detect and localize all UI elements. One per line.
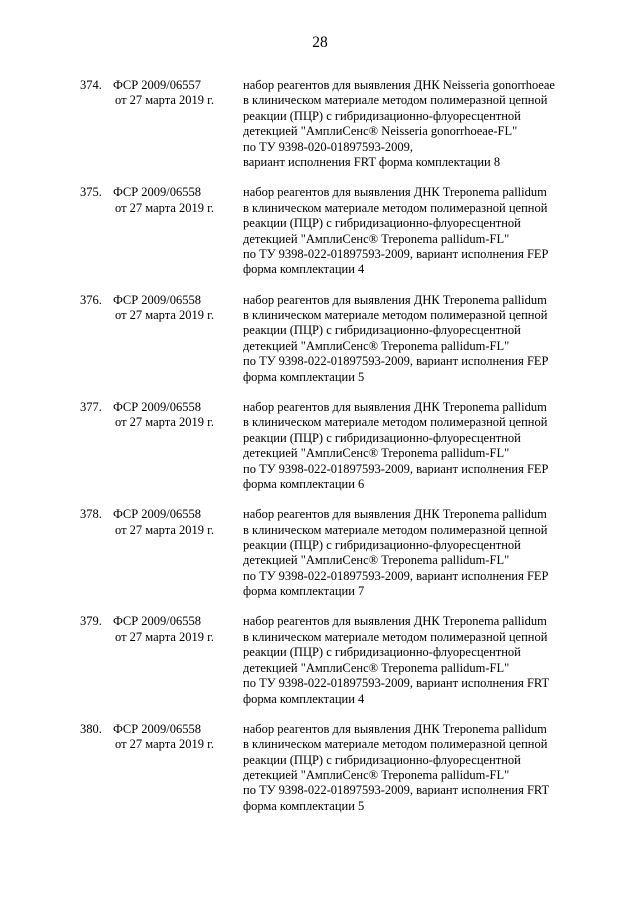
entry-desc-line: по ТУ 9398-022-01897593-2009, вариант исполнения FEP <box>243 246 549 261</box>
entry-desc-line: форма комплектации 5 <box>243 369 365 384</box>
entry-desc-line: по ТУ 9398-022-01897593-2009, вариант исполнения FEP <box>243 354 549 369</box>
entry-desc-line: набор реагентов для выявления ДНК Treponema pallidum <box>243 721 547 736</box>
entry-description <box>243 78 583 170</box>
entry-doc-date: от 27 марта 2019 г. <box>115 415 215 430</box>
entry-desc-line: детекцией "АмплиСенс® Treponema pallidum-FL" <box>243 660 510 675</box>
entry-desc-line: реакции (ПЦР) с гибридизационно-флуоресцентной <box>243 216 521 231</box>
entry-desc-line: в клиническом материале методом полимеразной цепной <box>243 93 548 108</box>
entry-desc-line: вариант исполнения FRT форма комплектации 8 <box>243 155 501 170</box>
entry-desc-line: детекцией "АмплиСенс® Neisseria gonorrhoeae-FL" <box>243 124 518 139</box>
entry-description <box>243 293 583 385</box>
entry-doc-date: от 27 марта 2019 г. <box>115 93 215 108</box>
entry-doc-id: ФСР 2009/06558 <box>113 185 202 200</box>
entry-desc-line: реакции (ПЦР) с гибридизационно-флуоресцентной <box>243 645 521 660</box>
entry-number: 377. <box>80 399 102 414</box>
entry-doc-id: ФСР 2009/06558 <box>113 507 202 522</box>
entry-description <box>243 400 583 492</box>
entry-doc-date: от 27 марта 2019 г. <box>115 522 215 537</box>
entry-doc-id: ФСР 2009/06558 <box>113 399 202 414</box>
entry-desc-line: в клиническом материале методом полимеразной цепной <box>243 200 548 215</box>
entry-doc-date: от 27 марта 2019 г. <box>115 629 215 644</box>
entry-desc-line: в клиническом материале методом полимеразной цепной <box>243 308 548 322</box>
entry-desc-line: форма комплектации 5 <box>243 798 365 813</box>
entry-description <box>243 507 583 599</box>
entry-desc-line: по ТУ 9398-022-01897593-2009, вариант исполнения FEP <box>243 568 549 583</box>
entry-desc-line: по ТУ 9398-020-01897593-2009, <box>243 139 414 154</box>
entry-desc-line: детекцией "АмплиСенс® Treponema pallidum-FL" <box>243 338 510 353</box>
registry-entry <box>0 78 640 185</box>
entry-doc-id: ФСР 2009/06557 <box>113 78 202 92</box>
entry-description <box>243 185 583 277</box>
entry-desc-line: форма комплектации 7 <box>243 584 365 599</box>
registry-entry <box>0 293 640 400</box>
registry-entry <box>0 722 640 829</box>
entry-desc-line: набор реагентов для выявления ДНК Neisseria gonorrhoeae <box>243 78 555 92</box>
registry-entry <box>0 185 640 292</box>
entry-desc-line: набор реагентов для выявления ДНК Treponema pallidum <box>243 399 547 414</box>
entry-desc-line: детекцией "АмплиСенс® Treponema pallidum-FL" <box>243 553 510 568</box>
entry-number: 376. <box>80 292 102 307</box>
page-number: 28 <box>312 34 328 51</box>
entry-doc-date: от 27 марта 2019 г. <box>115 308 215 322</box>
entry-document <box>113 722 233 753</box>
registry-entries <box>0 78 640 829</box>
entry-desc-line: форма комплектации 4 <box>243 262 365 277</box>
entry-number: 374. <box>80 78 102 92</box>
entry-document <box>113 614 233 645</box>
entry-desc-line: реакции (ПЦР) с гибридизационно-флуоресцентной <box>243 323 521 338</box>
entry-doc-id: ФСР 2009/06558 <box>113 721 202 736</box>
entry-number: 375. <box>80 185 102 200</box>
entry-number: 380. <box>80 721 102 736</box>
entry-description <box>243 614 583 706</box>
entry-document <box>113 78 233 109</box>
entry-desc-line: в клиническом материале методом полимеразной цепной <box>243 737 548 752</box>
entry-document <box>113 507 233 538</box>
entry-doc-id: ФСР 2009/06558 <box>113 292 202 307</box>
entry-desc-line: реакции (ПЦР) с гибридизационно-флуоресцентной <box>243 752 521 767</box>
entry-desc-line: набор реагентов для выявления ДНК Treponema pallidum <box>243 292 547 307</box>
entry-doc-date: от 27 марта 2019 г. <box>115 737 215 752</box>
registry-entry <box>0 400 640 507</box>
entry-desc-line: в клиническом материале методом полимеразной цепной <box>243 629 548 644</box>
entry-document <box>113 400 233 431</box>
entry-number: 379. <box>80 614 102 629</box>
entry-desc-line: в клиническом материале методом полимеразной цепной <box>243 415 548 430</box>
registry-entry <box>0 507 640 614</box>
registry-entry <box>0 614 640 721</box>
entry-desc-line: по ТУ 9398-022-01897593-2009, вариант исполнения FRT <box>243 676 550 691</box>
entry-desc-line: по ТУ 9398-022-01897593-2009, вариант исполнения FEP <box>243 461 549 476</box>
entry-description <box>243 722 583 814</box>
entry-desc-line: по ТУ 9398-022-01897593-2009, вариант исполнения FRT <box>243 783 550 798</box>
entry-desc-line: детекцией "АмплиСенс® Treponema pallidum-FL" <box>243 231 510 246</box>
entry-desc-line: реакции (ПЦР) с гибридизационно-флуоресцентной <box>243 538 521 552</box>
entry-desc-line: набор реагентов для выявления ДНК Treponema pallidum <box>243 185 547 200</box>
entry-document <box>113 185 233 216</box>
entry-doc-id: ФСР 2009/06558 <box>113 614 202 629</box>
entry-desc-line: набор реагентов для выявления ДНК Treponema pallidum <box>243 507 547 522</box>
entry-desc-line: реакции (ПЦР) с гибридизационно-флуоресцентной <box>243 430 521 445</box>
entry-desc-line: детекцией "АмплиСенс® Treponema pallidum-FL" <box>243 768 510 782</box>
entry-desc-line: набор реагентов для выявления ДНК Treponema pallidum <box>243 614 547 629</box>
entry-desc-line: в клиническом материале методом полимеразной цепной <box>243 522 548 537</box>
entry-desc-line: форма комплектации 4 <box>243 691 365 706</box>
entry-number: 378. <box>80 507 102 522</box>
entry-desc-line: детекцией "АмплиСенс® Treponema pallidum-FL" <box>243 446 510 461</box>
entry-doc-date: от 27 марта 2019 г. <box>115 200 215 215</box>
entry-document <box>113 293 233 324</box>
entry-desc-line: реакции (ПЦР) с гибридизационно-флуоресцентной <box>243 108 521 123</box>
entry-desc-line: форма комплектации 6 <box>243 476 365 491</box>
